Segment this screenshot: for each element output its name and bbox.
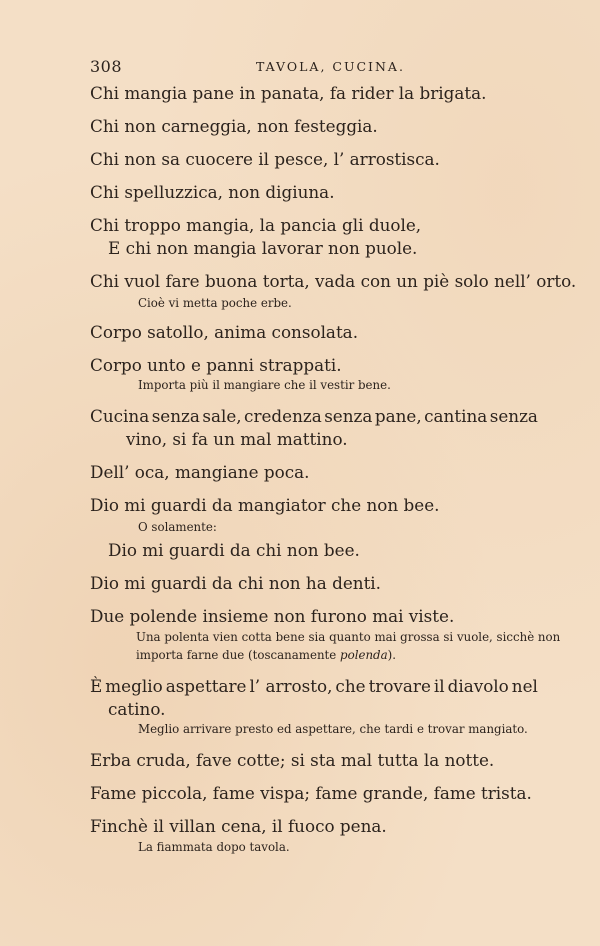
explanatory-note: O solamente: <box>138 520 217 534</box>
word: il <box>433 676 445 696</box>
proverb: Chi non carneggia, non festeggia. <box>90 116 378 136</box>
proverb: Chi spelluzzica, non digiuna. <box>90 182 335 202</box>
proverb-justified <box>90 675 538 697</box>
proverb: Fame piccola, fame vispa; fame grande, fame trista. <box>90 783 532 803</box>
note-text: importa farne due (toscanamente <box>136 648 341 662</box>
proverb: Corpo unto e panni strappati. <box>90 355 342 375</box>
explanatory-note: Una polenta vien cotta bene sia quanto mai grossa si vuole, sicchè non <box>136 630 561 644</box>
proverb: Corpo satollo, anima consolata. <box>90 322 359 342</box>
explanatory-note <box>90 647 540 664</box>
proverb-continuation: catino. <box>108 699 166 719</box>
word: diavolo <box>447 676 509 696</box>
word: pane, <box>374 406 422 426</box>
word: È <box>90 676 103 696</box>
note-italic-term: polenda <box>340 648 388 662</box>
proverb: Chi mangia pane in panata, fa rider la brigata. <box>90 83 487 103</box>
word: senza <box>151 406 200 426</box>
proverb: Chi vuol fare buona torta, vada con un piè solo nell’ orto. <box>90 271 577 291</box>
explanatory-note: Meglio arrivare presto ed aspettare, che tardi e trovar mangiato. <box>138 722 528 736</box>
proverb: Due polende insieme non furono mai viste. <box>90 606 455 626</box>
explanatory-note: Cioè vi metta poche erbe. <box>138 296 292 310</box>
proverb-justified <box>90 405 538 427</box>
proverb: Dio mi guardi da mangiator che non bee. <box>90 495 440 515</box>
word: sale, <box>202 406 242 426</box>
word: Cucina <box>90 406 150 426</box>
note-text: ). <box>387 648 396 662</box>
word: senza <box>489 406 538 426</box>
word: senza <box>324 406 373 426</box>
explanatory-note: La fiammata dopo tavola. <box>138 840 290 854</box>
word: trovare <box>368 676 431 696</box>
proverb: Chi troppo mangia, la pancia gli duole, <box>90 215 422 235</box>
word: che <box>335 676 366 696</box>
page-number: 308 <box>90 57 123 76</box>
page-header <box>90 57 540 81</box>
running-title: TAVOLA, CUCINA. <box>256 59 405 74</box>
proverb-continuation: E chi non mangia lavorar non puole. <box>108 238 418 258</box>
word: nel <box>511 676 538 696</box>
proverb: Chi non sa cuocere il pesce, l’ arrostisca. <box>90 149 440 169</box>
explanatory-note: Importa più il mangiare che il vestir bene. <box>138 378 391 392</box>
proverb: Finchè il villan cena, il fuoco pena. <box>90 816 387 836</box>
word: cantina <box>424 406 488 426</box>
proverb-continuation: vino, si fa un mal mattino. <box>126 429 348 449</box>
word: aspettare <box>165 676 247 696</box>
proverb-variant: Dio mi guardi da chi non bee. <box>108 540 360 560</box>
proverbs-text <box>90 80 577 856</box>
proverb: Erba cruda, fave cotte; si sta mal tutta la notte. <box>90 750 495 770</box>
proverb: Dio mi guardi da chi non ha denti. <box>90 573 382 593</box>
word: credenza <box>244 406 322 426</box>
word: l’ arrosto, <box>249 676 333 696</box>
proverb: Dell’ oca, mangiane poca. <box>90 462 310 482</box>
word: meglio <box>105 676 163 696</box>
